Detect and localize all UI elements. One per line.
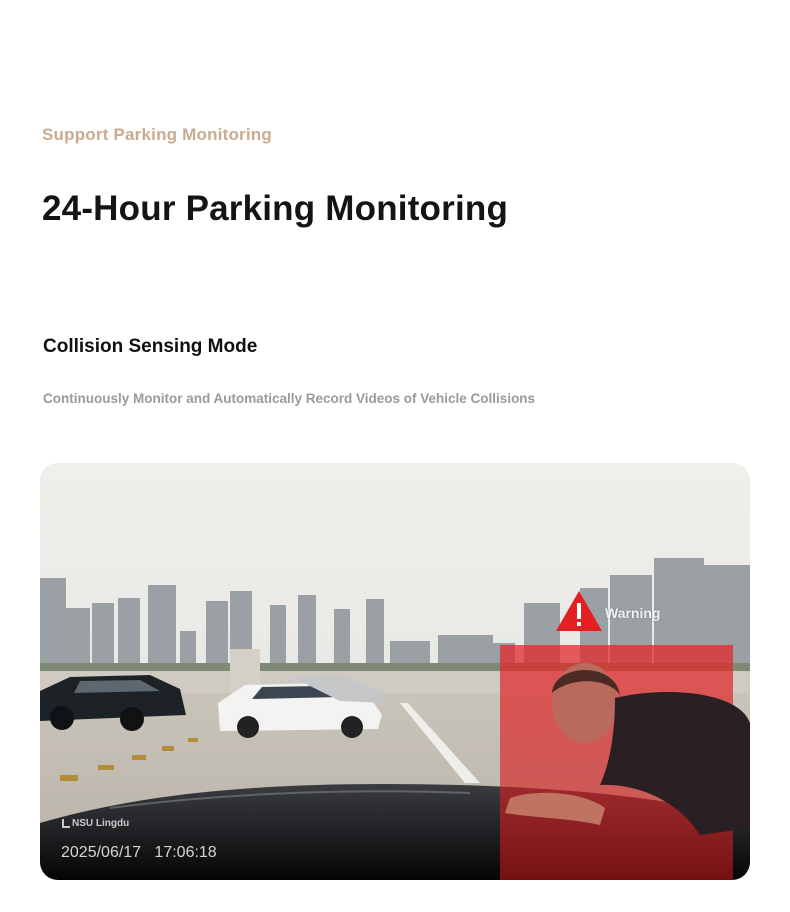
- dashcam-brand-watermark: [62, 818, 129, 829]
- recording-timestamp: [61, 844, 217, 862]
- feature-description: Continuously Monitor and Automatically Record Videos of Vehicle Collisions: [43, 391, 536, 406]
- dashcam-photo: [40, 463, 750, 880]
- feature-title: Collision Sensing Mode: [43, 336, 258, 357]
- warning-label: Warning: [605, 605, 661, 621]
- timestamp-time: 17:06:18: [154, 844, 217, 861]
- page-title: 24-Hour Parking Monitoring: [42, 189, 509, 228]
- parking-lot-scene: [40, 463, 750, 880]
- brand-name: NSU Lingdu: [72, 818, 130, 829]
- timestamp-date: 2025/06/17: [61, 844, 142, 861]
- brand-logo-icon: [62, 819, 70, 828]
- section-eyebrow: Support Parking Monitoring: [42, 125, 272, 144]
